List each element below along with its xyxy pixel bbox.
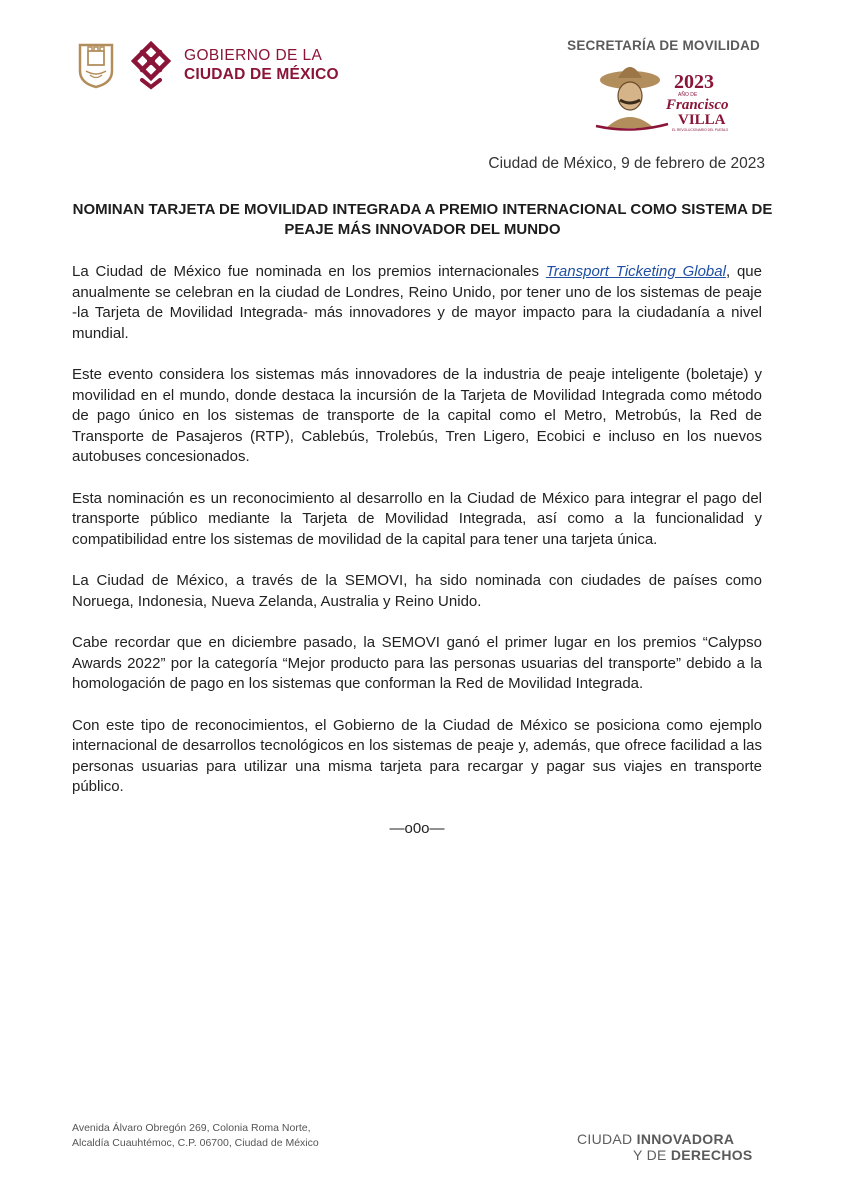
slogan-l2a: Y DE <box>633 1147 671 1163</box>
portrait-face <box>618 82 642 110</box>
document-body <box>72 262 762 860</box>
document-date: Ciudad de México, 9 de febrero de 2023 <box>488 155 765 172</box>
cdmx-logo-icon <box>128 40 174 90</box>
villa-sub: AÑO DE <box>678 92 698 98</box>
secretaria-label: SECRETARÍA DE MOVILIDAD <box>567 38 760 53</box>
villa-year: 2023 <box>674 71 714 93</box>
francisco-villa-year-logo <box>592 58 732 134</box>
government-name <box>184 46 339 84</box>
paragraph-4: La Ciudad de México, a través de la SEMOVI, ha sido nominada con ciudades de países como Noruega, Indonesia, Nueva Zelanda, Australia y Reino Unido. <box>72 572 762 610</box>
press-release-title: NOMINAN TARJETA DE MOVILIDAD INTEGRADA A PREMIO INTERNACIONAL COMO SISTEMA DE PEAJE MÁS INNOVADOR DEL MUNDO <box>72 201 773 238</box>
slogan-line2 <box>577 1147 753 1163</box>
gov-name-line2: CIUDAD DE MÉXICO <box>184 66 339 83</box>
paragraph-1 <box>72 262 762 344</box>
paragraph-5: Cabe recordar que en diciembre pasado, la SEMOVI ganó el primer lugar en los premios “Calypso Awards 2022” por la categoría “Mejor producto para las personas usuarias del transporte” debido a la homologación de pago en los sistemas que conforman la Red de Movilidad Integrada. <box>72 634 762 692</box>
header-logos <box>76 40 339 90</box>
sombrero-crown <box>618 67 642 78</box>
transport-ticketing-global-link[interactable]: Transport Ticketing Global <box>545 263 726 280</box>
portrait-shoulders <box>606 117 654 128</box>
p1-text-before: La Ciudad de México fue nominada en los premios internacionales <box>72 263 546 280</box>
paragraph-2: Este evento considera los sistemas más innovadores de la industria de peaje inteligente (boletaje) y movilidad en el mundo, donde destaca la incursión de la Tarjeta de Movilidad Integrada como método de pago único en los sistemas de transporte de la capital como el Metro, Metrobús, la Red de Transporte de Pasajeros (RTP), Cablebús, Trolebús, Tren Ligero, Ecobici e incluso en los nuevos autobuses concesionados. <box>72 366 762 465</box>
p1-text-after: , que anualmente se celebran en la ciudad de Londres, Reino Unido, por tener uno de los sistemas de peaje -la Tarjeta de Movilidad Integrada- más innovadores y de mayor impacto para la ciudadanía a nivel mundial. <box>72 263 762 342</box>
footer-slogan <box>577 1131 753 1163</box>
coat-of-arms-icon <box>76 41 116 89</box>
slogan-l2b: DERECHOS <box>670 1147 753 1163</box>
slogan-l1a: CIUDAD <box>577 1131 637 1147</box>
address-line1: Avenida Álvaro Obregón 269, Colonia Roma Norte, <box>72 1122 311 1134</box>
slogan-l1b: INNOVADORA <box>636 1131 735 1147</box>
address-line2: Alcaldía Cuauhtémoc, C.P. 06700, Ciudad de México <box>72 1137 319 1149</box>
footer-address <box>72 1121 319 1151</box>
slogan-line1 <box>577 1131 753 1147</box>
villa-name1: Francisco <box>666 97 729 113</box>
closing-mark: —o0o— <box>389 819 445 837</box>
paragraph-3: Esta nominación es un reconocimiento al desarrollo en la Ciudad de México para integrar el pago del transporte público mediante la Tarjeta de Movilidad Integrada, así como a la funcionalidad y compatibilidad entre los sistemas de movilidad de la capital para tener una tarjeta única. <box>72 489 762 548</box>
paragraph-6: Con este tipo de reconocimientos, el Gobierno de la Ciudad de México se posiciona como ejemplo internacional de desarrollos tecnológicos en los sistemas de peaje y, además, que ofrece facilidad a las personas usuarias para utilizar una misma tarjeta para recargar y pagar sus viajes en transporte público. <box>72 716 762 795</box>
gov-name-line1: GOBIERNO DE LA <box>184 47 323 64</box>
villa-tag: EL REVOLUCIONARIO DEL PUEBLO <box>672 128 729 132</box>
villa-name2: VILLA <box>678 112 726 128</box>
